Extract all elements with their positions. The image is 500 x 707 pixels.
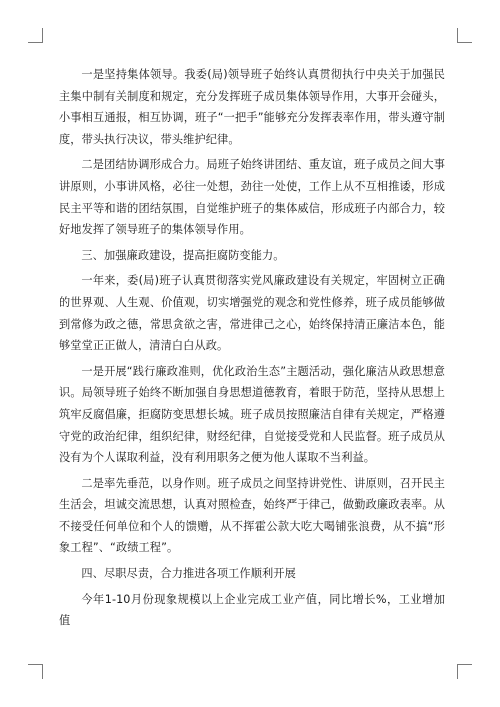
document-page	[59, 64, 445, 636]
crop-mark-top-right	[457, 28, 472, 43]
paragraph-lead-by-example: 二是率先垂范，以身作则。班子成员之间坚持讲党性、讲原则，召开民主生活会，坦诚交流思想，认真对照检查，始终严于律己，做勤政廉政表率。从不接受任何单位和个人的馈赠，从不挥霍公款大吃大喝铺张浪费，从不搞“形象工程”、“政绩工程”。	[59, 476, 445, 555]
paragraph-integrity-overview: 一年来，委(局)班子认真贯彻落实党风廉政建设有关规定，牢固树立正确的世界观、人生观、价值观，切实增强党的观念和党性修养，班子成员能够做到常修为政之德，常思贪欲之害，常进律己之心，始终保持清正廉洁本色，能够堂堂正正做人，清清白白从政。	[59, 274, 445, 353]
crop-mark-top-left	[28, 28, 43, 43]
section-heading-duties: 四、尽职尽责，合力推进各项工作顺利开展	[81, 567, 296, 581]
paragraph-industrial-output: 今年1-10月份现象规模以上企业完成工业产值，同比增长%，工业增加值	[59, 592, 445, 628]
section-heading-integrity: 三、加强廉政建设，提高拒腐防变能力。	[81, 248, 285, 262]
crop-mark-bottom-left	[28, 664, 43, 679]
paragraph-unity-cooperation: 二是团结协调形成合力。局班子始终讲团结、重友谊，班子成员之间大事讲原则，小事讲风格，必往一处想，劲往一处使，工作上从不互相推诿，形成民主平等和谐的团结氛围，自觉维护班子的集体威信，形成班子内部合力，较好地发挥了领导班子的集体领导作用。	[59, 158, 445, 237]
crop-mark-bottom-right	[457, 664, 472, 679]
paragraph-collective-leadership: 一是坚持集体领导。我委(局)领导班子始终认真贯彻执行中央关于加强民主集中制有关制度和规定，充分发挥班子成员集体领导作用，大事开会碰头，小事相互通报，相互协调，班子“一把手”能够充分发挥表率作用，带头遵守制度，带头执行决议，带头维护纪律。	[59, 68, 445, 146]
paragraph-theme-activity: 一是开展“践行廉政准则，优化政治生态”主题活动，强化廉洁从政思想意识。局领导班子始终不断加强自身思想道德教育，着眼于防范，坚持从思想上筑牢反腐倡廉，拒腐防变思想长城。班子成员按照廉洁自律有关规定，严格遵守党的政治纪律，组织纪律，财经纪律，自觉接受党和人民监督。班子成员从没有为个人谋取利益，没有利用职务之便为他人谋取不当利益。	[59, 364, 445, 465]
